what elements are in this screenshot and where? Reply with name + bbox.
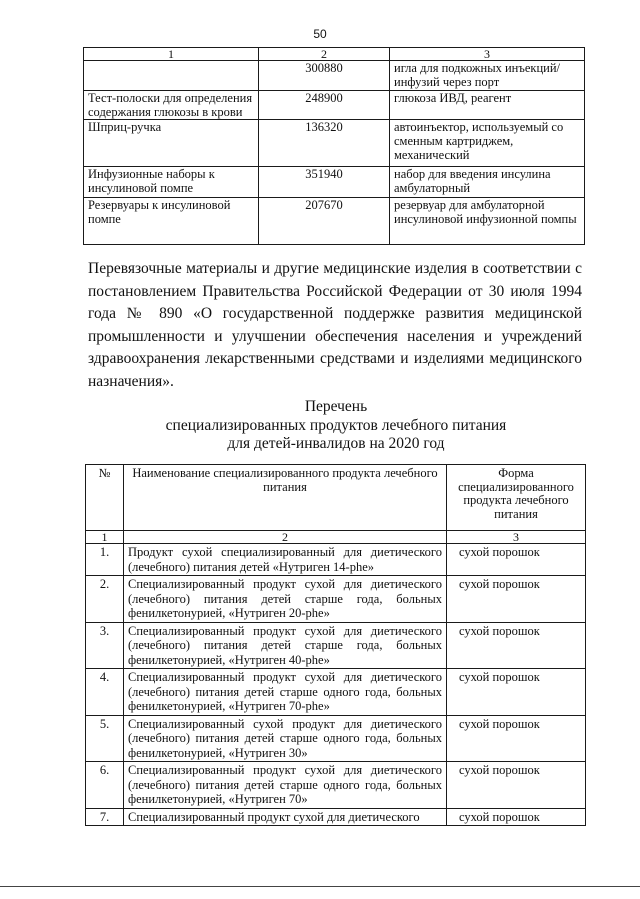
device-name [84, 61, 259, 91]
page-bottom-rule [0, 886, 640, 887]
device-description: игла для подкожных инъекций/инфузий через порт [390, 61, 585, 91]
device-description: глюкоза ИВД, реагент [390, 91, 585, 120]
product-form: сухой порошок [447, 576, 586, 623]
table-column-numbers [86, 531, 586, 544]
row-number: 1. [86, 544, 124, 576]
product-form: сухой порошок [447, 762, 586, 809]
row-number: 6. [86, 762, 124, 809]
product-name: Специализированный сухой продукт для диетического (лечебного) питания детей старше одного года, больных фенилкетонурией, «Нутриген 30» [124, 715, 447, 762]
list-title: Перечень [304, 398, 368, 415]
product-form: сухой порошок [447, 544, 586, 576]
table-row [84, 167, 585, 198]
device-code: 136320 [259, 120, 390, 167]
column-number: 2 [259, 48, 390, 61]
product-name: Специализированный продукт сухой для диетического (лечебного) питания детей старше года, больных фенилкетонурией, «Нутриген 40-phe» [124, 622, 447, 669]
table-row [86, 669, 586, 716]
table-row [84, 120, 585, 167]
product-form: сухой порошок [447, 715, 586, 762]
product-name: Специализированный продукт сухой для диетического (лечебного) питания детей старше года, больных фенилкетонурией, «Нутриген 20-phe» [124, 576, 447, 623]
header-number: № [86, 465, 124, 531]
product-name: Специализированный продукт сухой для диетического [124, 808, 447, 826]
column-number: 2 [124, 531, 447, 544]
column-number: 1 [86, 531, 124, 544]
table-row [86, 762, 586, 809]
product-form: сухой порошок [447, 622, 586, 669]
product-form: сухой порошок [447, 669, 586, 716]
device-code: 207670 [259, 198, 390, 245]
product-name: Специализированный продукт сухой для диетического (лечебного) питания детей старше одного года, больных фенилкетонурией, «Нутриген 70» [124, 762, 447, 809]
device-code: 351940 [259, 167, 390, 198]
header-product-form: Форма специализированного продукта лечебного питания [447, 465, 586, 531]
product-form: сухой порошок [447, 808, 586, 826]
device-name: Резервуары к инсулиновой помпе [84, 198, 259, 245]
medical-devices-table [83, 47, 585, 245]
table-row [84, 198, 585, 245]
column-number: 3 [390, 48, 585, 61]
product-name: Специализированный продукт сухой для диетического (лечебного) питания детей старше одного года, больных фенилкетонурией, «Нутриген 70-phe» [124, 669, 447, 716]
device-code: 248900 [259, 91, 390, 120]
product-name: Продукт сухой специализированный для диетического (лечебного) питания детей «Нутриген 14-phe» [124, 544, 447, 576]
nutrition-products-table [85, 464, 586, 826]
table-row [84, 61, 585, 91]
table-header-row [86, 465, 586, 531]
table-row [86, 544, 586, 576]
device-description: резервуар для амбулаторной инсулиновой инфузионной помпы [390, 198, 585, 245]
device-name: Инфузионные наборы к инсулиновой помпе [84, 167, 259, 198]
table-row [86, 715, 586, 762]
device-name: Тест-полоски для определения содержания глюкозы в крови [84, 91, 259, 120]
list-subtitle-year: для детей-инвалидов на 2020 год [227, 435, 445, 452]
column-number: 1 [84, 48, 259, 61]
table-row [84, 91, 585, 120]
header-product-name: Наименование специализированного продукта лечебного питания [124, 465, 447, 531]
page-number: 50 [313, 27, 327, 41]
row-number: 5. [86, 715, 124, 762]
row-number: 7. [86, 808, 124, 826]
table-row [86, 576, 586, 623]
row-number: 2. [86, 576, 124, 623]
device-description: набор для введения инсулина амбулаторный [390, 167, 585, 198]
list-subtitle: специализированных продуктов лечебного питания [165, 417, 507, 434]
device-code: 300880 [259, 61, 390, 91]
device-description: автоинъектор, используемый со сменным картриджем, механический [390, 120, 585, 167]
row-number: 3. [86, 622, 124, 669]
table-row [86, 808, 586, 826]
column-number: 3 [447, 531, 586, 544]
row-number: 4. [86, 669, 124, 716]
table-column-numbers [84, 48, 585, 61]
table-row [86, 622, 586, 669]
device-name: Шприц-ручка [84, 120, 259, 167]
dressing-materials-paragraph: Перевязочные материалы и другие медицинские изделия в соответствии с постановлением Правительства Российской Федерации от 30 июля 1994 года № 890 «О государственной поддержке развития медицинской промышленности и улучшении обеспечения населения и учреждений здравоохранения лекарственными средствами и изделиями медицинского назначения». [88, 260, 582, 390]
